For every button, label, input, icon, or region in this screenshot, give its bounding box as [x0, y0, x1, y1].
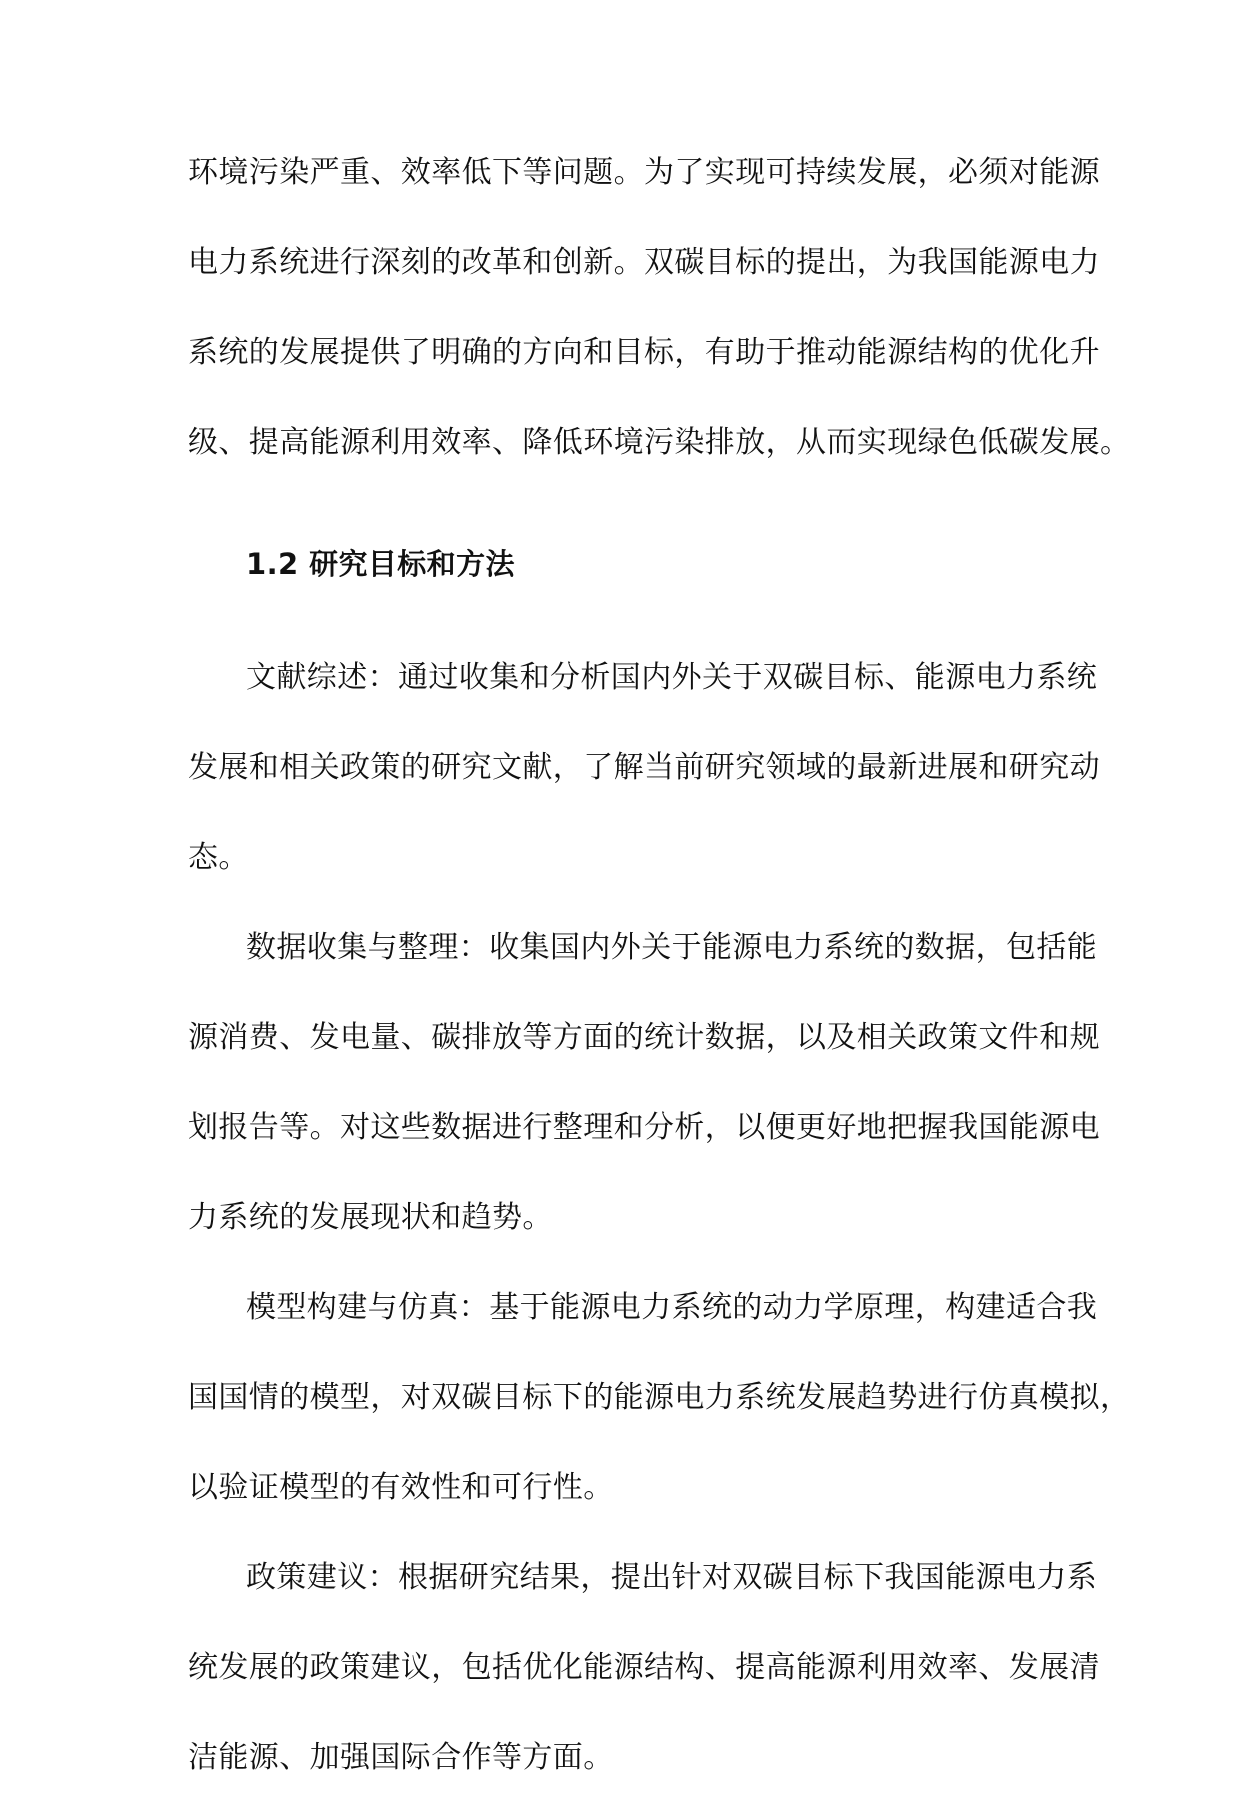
literature-review-paragraph: [188, 648, 1100, 918]
text-line: 划报告等。对这些数据进行整理和分析，以便更好地把握我国能源电: [188, 1110, 1100, 1146]
text-line: 源消费、发电量、碳排放等方面的统计数据，以及相关政策文件和规: [188, 1020, 1100, 1056]
model-simulation-paragraph: [188, 1278, 1131, 1548]
text-line: 数据收集与整理：收集国内外关于能源电力系统的数据，包括能: [246, 930, 1098, 966]
text-line: 文献综述：通过收集和分析国内外关于双碳目标、能源电力系统: [246, 660, 1098, 696]
text-line: 系统的发展提供了明确的方向和目标，有助于推动能源结构的优化升: [188, 335, 1100, 370]
text-line: 洁能源、加强国际合作等方面。: [188, 1740, 614, 1776]
text-line: 统发展的政策建议，包括优化能源结构、提高能源利用效率、发展清: [188, 1650, 1100, 1686]
text-line: 政策建议：根据研究结果，提出针对双碳目标下我国能源电力系: [246, 1560, 1098, 1596]
text-line: 国国情的模型，对双碳目标下的能源电力系统发展趋势进行仿真模拟，: [188, 1380, 1131, 1416]
text-line: 发展和相关政策的研究文献，了解当前研究领域的最新进展和研究动: [188, 750, 1100, 786]
document-body: [188, 143, 1131, 1818]
text-line: 力系统的发展现状和趋势。: [188, 1200, 553, 1236]
intro-paragraph: [188, 143, 1131, 503]
text-line: 级、提高能源利用效率、降低环境污染排放，从而实现绿色低碳发展。: [188, 425, 1131, 460]
text-line: 环境污染严重、效率低下等问题。为了实现可持续发展，必须对能源: [188, 155, 1100, 190]
data-collection-paragraph: [188, 918, 1100, 1278]
text-line: 态。: [188, 840, 249, 876]
policy-suggestions-paragraph: [188, 1548, 1100, 1818]
section-heading: 1.2 研究目标和方法: [246, 547, 515, 581]
text-line: 电力系统进行深刻的改革和创新。双碳目标的提出，为我国能源电力: [188, 245, 1100, 280]
text-line: 以验证模型的有效性和可行性。: [188, 1470, 614, 1506]
text-line: 模型构建与仿真：基于能源电力系统的动力学原理，构建适合我: [246, 1290, 1098, 1326]
